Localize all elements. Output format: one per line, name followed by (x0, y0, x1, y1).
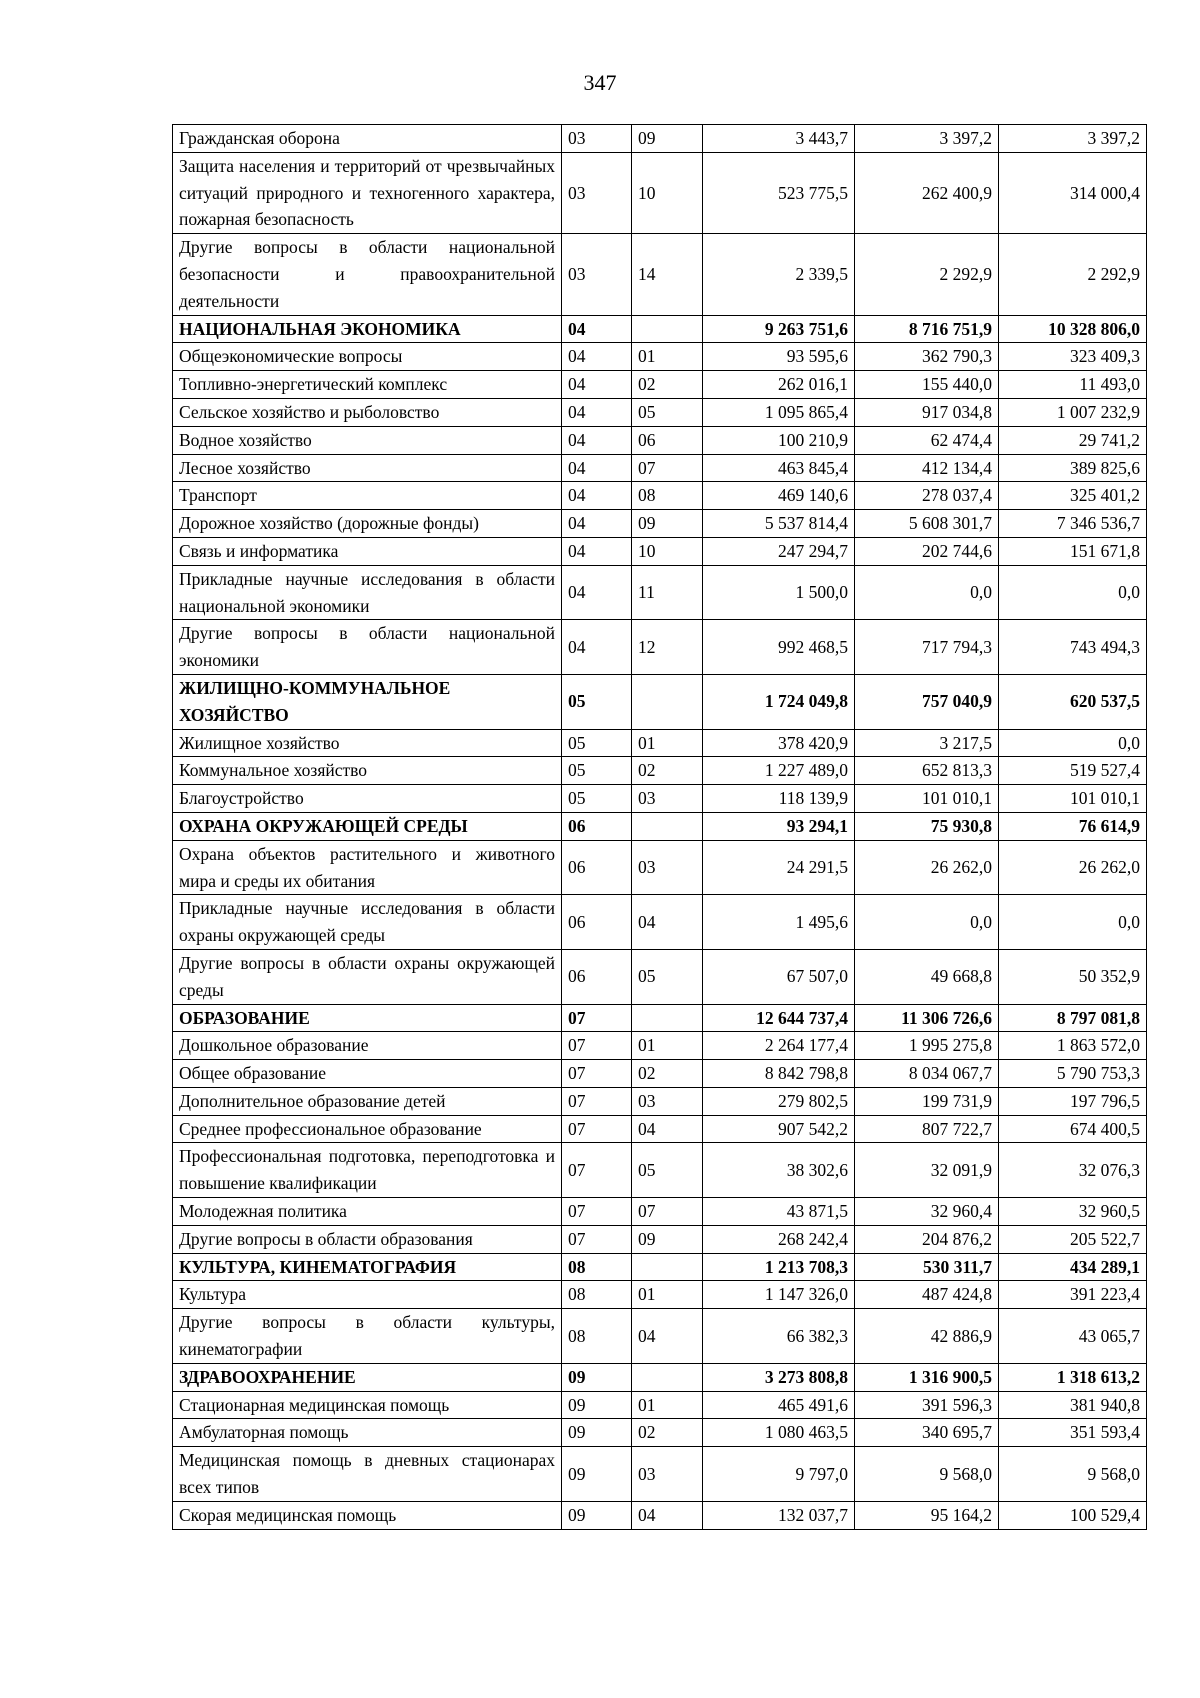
row-name: ОБРАЗОВАНИЕ (173, 1004, 562, 1032)
row-value-3: 5 790 753,3 (999, 1060, 1147, 1088)
row-subsection-code: 02 (632, 1419, 703, 1447)
row-subsection-code (632, 674, 703, 729)
row-subsection-code: 04 (632, 895, 703, 950)
table-row (173, 398, 1147, 426)
row-value-1: 100 210,9 (703, 426, 855, 454)
row-section-code: 07 (562, 1004, 632, 1032)
row-value-3: 8 797 081,8 (999, 1004, 1147, 1032)
row-value-1: 378 420,9 (703, 729, 855, 757)
row-subsection-code: 04 (632, 1501, 703, 1529)
row-value-1: 463 845,4 (703, 454, 855, 482)
row-value-2: 49 668,8 (855, 949, 999, 1004)
row-name: Дополнительное образование детей (173, 1087, 562, 1115)
row-subsection-code: 01 (632, 1281, 703, 1309)
row-value-1: 3 443,7 (703, 125, 855, 153)
row-value-3: 1 318 613,2 (999, 1363, 1147, 1391)
row-value-1: 93 595,6 (703, 343, 855, 371)
budget-table-body (173, 125, 1147, 1530)
row-value-2: 262 400,9 (855, 152, 999, 233)
row-value-1: 247 294,7 (703, 537, 855, 565)
row-value-1: 118 139,9 (703, 785, 855, 813)
table-row (173, 785, 1147, 813)
row-name: Прикладные научные исследования в области национальной экономики (173, 565, 562, 620)
row-name: Другие вопросы в области образования (173, 1225, 562, 1253)
row-value-2: 340 695,7 (855, 1419, 999, 1447)
row-value-2: 1 995 275,8 (855, 1032, 999, 1060)
row-section-code: 07 (562, 1060, 632, 1088)
row-section-code: 06 (562, 840, 632, 895)
row-name: Другие вопросы в области культуры, кинематографии (173, 1309, 562, 1364)
table-row (173, 620, 1147, 675)
row-name: Стационарная медицинская помощь (173, 1391, 562, 1419)
row-value-2: 204 876,2 (855, 1225, 999, 1253)
row-value-1: 523 775,5 (703, 152, 855, 233)
table-row (173, 1143, 1147, 1198)
table-section-row (173, 1004, 1147, 1032)
row-name: Общее образование (173, 1060, 562, 1088)
row-section-code: 07 (562, 1032, 632, 1060)
row-value-2: 199 731,9 (855, 1087, 999, 1115)
row-name: Другие вопросы в области национальной безопасности и правоохранительной деятельности (173, 234, 562, 315)
row-name: Профессиональная подготовка, переподготовка и повышение квалификации (173, 1143, 562, 1198)
row-section-code: 05 (562, 785, 632, 813)
row-value-2: 9 568,0 (855, 1447, 999, 1502)
row-value-3: 151 671,8 (999, 537, 1147, 565)
row-subsection-code: 01 (632, 729, 703, 757)
row-value-3: 101 010,1 (999, 785, 1147, 813)
row-section-code: 09 (562, 1419, 632, 1447)
row-name: ЗДРАВООХРАНЕНИЕ (173, 1363, 562, 1391)
row-subsection-code: 04 (632, 1115, 703, 1143)
table-row (173, 1060, 1147, 1088)
row-subsection-code: 01 (632, 343, 703, 371)
row-section-code: 04 (562, 537, 632, 565)
row-value-1: 1 213 708,3 (703, 1253, 855, 1281)
row-value-3: 0,0 (999, 895, 1147, 950)
row-subsection-code: 02 (632, 757, 703, 785)
table-row (173, 510, 1147, 538)
row-value-2: 412 134,4 (855, 454, 999, 482)
table-row (173, 565, 1147, 620)
row-section-code: 04 (562, 510, 632, 538)
table-section-row (173, 1253, 1147, 1281)
row-value-2: 807 722,7 (855, 1115, 999, 1143)
row-section-code: 06 (562, 949, 632, 1004)
table-row (173, 482, 1147, 510)
row-subsection-code: 02 (632, 371, 703, 399)
row-section-code: 07 (562, 1143, 632, 1198)
row-value-3: 2 292,9 (999, 234, 1147, 315)
row-value-3: 519 527,4 (999, 757, 1147, 785)
row-name: Другие вопросы в области охраны окружающей среды (173, 949, 562, 1004)
row-value-3: 434 289,1 (999, 1253, 1147, 1281)
table-row (173, 949, 1147, 1004)
table-row (173, 1501, 1147, 1529)
row-subsection-code: 05 (632, 398, 703, 426)
row-value-2: 0,0 (855, 565, 999, 620)
row-value-2: 487 424,8 (855, 1281, 999, 1309)
row-value-3: 7 346 536,7 (999, 510, 1147, 538)
row-value-1: 2 264 177,4 (703, 1032, 855, 1060)
row-value-2: 530 311,7 (855, 1253, 999, 1281)
row-value-1: 1 495,6 (703, 895, 855, 950)
row-section-code: 03 (562, 152, 632, 233)
row-value-1: 93 294,1 (703, 812, 855, 840)
row-value-1: 279 802,5 (703, 1087, 855, 1115)
row-value-1: 12 644 737,4 (703, 1004, 855, 1032)
row-section-code: 07 (562, 1225, 632, 1253)
row-value-3: 100 529,4 (999, 1501, 1147, 1529)
row-value-1: 67 507,0 (703, 949, 855, 1004)
row-subsection-code: 03 (632, 1447, 703, 1502)
row-name: Другие вопросы в области национальной экономики (173, 620, 562, 675)
row-name: Молодежная политика (173, 1198, 562, 1226)
table-section-row (173, 674, 1147, 729)
row-subsection-code (632, 1363, 703, 1391)
table-row (173, 371, 1147, 399)
row-subsection-code: 12 (632, 620, 703, 675)
row-section-code: 06 (562, 812, 632, 840)
row-value-3: 9 568,0 (999, 1447, 1147, 1502)
row-name: ОХРАНА ОКРУЖАЮЩЕЙ СРЕДЫ (173, 812, 562, 840)
row-name: Амбулаторная помощь (173, 1419, 562, 1447)
row-value-1: 465 491,6 (703, 1391, 855, 1419)
table-row (173, 1419, 1147, 1447)
row-name: Дорожное хозяйство (дорожные фонды) (173, 510, 562, 538)
row-value-2: 8 034 067,7 (855, 1060, 999, 1088)
row-subsection-code: 04 (632, 1309, 703, 1364)
row-value-1: 132 037,7 (703, 1501, 855, 1529)
row-value-3: 1 863 572,0 (999, 1032, 1147, 1060)
row-value-2: 75 930,8 (855, 812, 999, 840)
table-row (173, 1198, 1147, 1226)
row-section-code: 04 (562, 371, 632, 399)
row-value-3: 29 741,2 (999, 426, 1147, 454)
table-row (173, 840, 1147, 895)
row-subsection-code: 05 (632, 949, 703, 1004)
row-subsection-code: 10 (632, 537, 703, 565)
row-value-2: 101 010,1 (855, 785, 999, 813)
row-value-2: 8 716 751,9 (855, 315, 999, 343)
row-subsection-code: 09 (632, 1225, 703, 1253)
table-row (173, 1032, 1147, 1060)
row-subsection-code: 11 (632, 565, 703, 620)
table-row (173, 1087, 1147, 1115)
row-section-code: 05 (562, 757, 632, 785)
row-section-code: 04 (562, 620, 632, 675)
row-value-3: 351 593,4 (999, 1419, 1147, 1447)
row-name: Благоустройство (173, 785, 562, 813)
row-value-1: 1 147 326,0 (703, 1281, 855, 1309)
row-name: Охрана объектов растительного и животного мира и среды их обитания (173, 840, 562, 895)
table-section-row (173, 1363, 1147, 1391)
row-value-1: 9 797,0 (703, 1447, 855, 1502)
row-value-2: 917 034,8 (855, 398, 999, 426)
row-subsection-code: 09 (632, 125, 703, 153)
row-subsection-code: 10 (632, 152, 703, 233)
table-row (173, 234, 1147, 315)
row-subsection-code: 03 (632, 785, 703, 813)
row-subsection-code (632, 1004, 703, 1032)
row-name: Прикладные научные исследования в области охраны окружающей среды (173, 895, 562, 950)
table-row (173, 537, 1147, 565)
table-row (173, 152, 1147, 233)
row-subsection-code: 03 (632, 840, 703, 895)
row-name: КУЛЬТУРА, КИНЕМАТОГРАФИЯ (173, 1253, 562, 1281)
table-row (173, 426, 1147, 454)
row-section-code: 04 (562, 398, 632, 426)
row-name: Гражданская оборона (173, 125, 562, 153)
table-row (173, 895, 1147, 950)
row-value-1: 1 227 489,0 (703, 757, 855, 785)
page-number: 347 (583, 70, 617, 95)
row-section-code: 04 (562, 565, 632, 620)
table-row (173, 1391, 1147, 1419)
row-section-code: 09 (562, 1391, 632, 1419)
row-name: Медицинская помощь в дневных стационарах всех типов (173, 1447, 562, 1502)
row-value-3: 32 076,3 (999, 1143, 1147, 1198)
row-value-3: 323 409,3 (999, 343, 1147, 371)
row-value-2: 202 744,6 (855, 537, 999, 565)
row-subsection-code: 03 (632, 1087, 703, 1115)
row-value-1: 1 724 049,8 (703, 674, 855, 729)
row-name: Лесное хозяйство (173, 454, 562, 482)
row-name: Среднее профессиональное образование (173, 1115, 562, 1143)
row-value-1: 1 500,0 (703, 565, 855, 620)
row-value-1: 262 016,1 (703, 371, 855, 399)
row-value-2: 5 608 301,7 (855, 510, 999, 538)
row-value-1: 24 291,5 (703, 840, 855, 895)
row-value-2: 278 037,4 (855, 482, 999, 510)
row-value-3: 32 960,5 (999, 1198, 1147, 1226)
row-value-3: 11 493,0 (999, 371, 1147, 399)
row-value-2: 717 794,3 (855, 620, 999, 675)
row-section-code: 04 (562, 454, 632, 482)
row-value-1: 8 842 798,8 (703, 1060, 855, 1088)
row-subsection-code: 01 (632, 1391, 703, 1419)
table-row (173, 1115, 1147, 1143)
row-name: Коммунальное хозяйство (173, 757, 562, 785)
table-row (173, 1225, 1147, 1253)
row-value-2: 62 474,4 (855, 426, 999, 454)
table-row (173, 343, 1147, 371)
row-value-2: 42 886,9 (855, 1309, 999, 1364)
row-name: ЖИЛИЩНО-КОММУНАЛЬНОЕ ХОЗЯЙСТВО (173, 674, 562, 729)
table-row (173, 757, 1147, 785)
row-value-1: 2 339,5 (703, 234, 855, 315)
row-section-code: 08 (562, 1309, 632, 1364)
row-subsection-code: 01 (632, 1032, 703, 1060)
row-value-3: 0,0 (999, 729, 1147, 757)
row-value-2: 32 091,9 (855, 1143, 999, 1198)
row-value-3: 325 401,2 (999, 482, 1147, 510)
table-section-row (173, 812, 1147, 840)
row-subsection-code (632, 812, 703, 840)
row-value-3: 0,0 (999, 565, 1147, 620)
row-value-2: 757 040,9 (855, 674, 999, 729)
row-value-1: 38 302,6 (703, 1143, 855, 1198)
table-row (173, 729, 1147, 757)
row-value-3: 674 400,5 (999, 1115, 1147, 1143)
row-section-code: 07 (562, 1087, 632, 1115)
table-row (173, 1309, 1147, 1364)
row-subsection-code: 06 (632, 426, 703, 454)
row-value-1: 66 382,3 (703, 1309, 855, 1364)
row-section-code: 09 (562, 1501, 632, 1529)
row-value-2: 3 397,2 (855, 125, 999, 153)
table-section-row (173, 315, 1147, 343)
row-value-3: 381 940,8 (999, 1391, 1147, 1419)
row-name: Топливно-энергетический комплекс (173, 371, 562, 399)
row-section-code: 09 (562, 1363, 632, 1391)
row-name: Водное хозяйство (173, 426, 562, 454)
row-section-code: 04 (562, 315, 632, 343)
row-value-1: 9 263 751,6 (703, 315, 855, 343)
row-section-code: 07 (562, 1198, 632, 1226)
row-section-code: 04 (562, 482, 632, 510)
row-value-2: 1 316 900,5 (855, 1363, 999, 1391)
table-row (173, 1281, 1147, 1309)
row-subsection-code: 08 (632, 482, 703, 510)
row-value-3: 743 494,3 (999, 620, 1147, 675)
row-value-3: 43 065,7 (999, 1309, 1147, 1364)
row-value-1: 992 468,5 (703, 620, 855, 675)
row-value-3: 50 352,9 (999, 949, 1147, 1004)
row-value-1: 3 273 808,8 (703, 1363, 855, 1391)
row-name: Связь и информатика (173, 537, 562, 565)
row-value-3: 205 522,7 (999, 1225, 1147, 1253)
row-value-2: 95 164,2 (855, 1501, 999, 1529)
row-name: Сельское хозяйство и рыболовство (173, 398, 562, 426)
row-subsection-code (632, 1253, 703, 1281)
row-section-code: 06 (562, 895, 632, 950)
row-subsection-code: 09 (632, 510, 703, 538)
row-section-code: 07 (562, 1115, 632, 1143)
row-value-2: 362 790,3 (855, 343, 999, 371)
row-value-2: 26 262,0 (855, 840, 999, 895)
row-value-3: 391 223,4 (999, 1281, 1147, 1309)
row-subsection-code: 07 (632, 1198, 703, 1226)
row-value-3: 314 000,4 (999, 152, 1147, 233)
table-row (173, 454, 1147, 482)
row-value-1: 907 542,2 (703, 1115, 855, 1143)
row-value-2: 391 596,3 (855, 1391, 999, 1419)
row-value-1: 1 095 865,4 (703, 398, 855, 426)
row-section-code: 04 (562, 426, 632, 454)
row-value-3: 620 537,5 (999, 674, 1147, 729)
row-value-3: 10 328 806,0 (999, 315, 1147, 343)
row-value-2: 11 306 726,6 (855, 1004, 999, 1032)
row-subsection-code: 02 (632, 1060, 703, 1088)
row-section-code: 03 (562, 125, 632, 153)
row-name: Дошкольное образование (173, 1032, 562, 1060)
row-value-2: 3 217,5 (855, 729, 999, 757)
row-section-code: 05 (562, 674, 632, 729)
row-value-1: 43 871,5 (703, 1198, 855, 1226)
table-row (173, 1447, 1147, 1502)
row-value-3: 76 614,9 (999, 812, 1147, 840)
row-value-3: 197 796,5 (999, 1087, 1147, 1115)
row-value-1: 5 537 814,4 (703, 510, 855, 538)
row-name: Общеэкономические вопросы (173, 343, 562, 371)
row-name: НАЦИОНАЛЬНАЯ ЭКОНОМИКА (173, 315, 562, 343)
row-section-code: 09 (562, 1447, 632, 1502)
row-value-1: 469 140,6 (703, 482, 855, 510)
row-value-1: 268 242,4 (703, 1225, 855, 1253)
row-value-3: 26 262,0 (999, 840, 1147, 895)
row-value-2: 32 960,4 (855, 1198, 999, 1226)
row-value-3: 3 397,2 (999, 125, 1147, 153)
row-name: Жилищное хозяйство (173, 729, 562, 757)
row-value-3: 1 007 232,9 (999, 398, 1147, 426)
row-value-3: 389 825,6 (999, 454, 1147, 482)
row-value-2: 155 440,0 (855, 371, 999, 399)
row-section-code: 08 (562, 1253, 632, 1281)
row-value-2: 652 813,3 (855, 757, 999, 785)
row-subsection-code (632, 315, 703, 343)
row-section-code: 05 (562, 729, 632, 757)
row-subsection-code: 14 (632, 234, 703, 315)
row-name: Транспорт (173, 482, 562, 510)
row-value-2: 2 292,9 (855, 234, 999, 315)
row-name: Скорая медицинская помощь (173, 1501, 562, 1529)
row-section-code: 08 (562, 1281, 632, 1309)
row-name: Культура (173, 1281, 562, 1309)
table-row (173, 125, 1147, 153)
row-name: Защита населения и территорий от чрезвычайных ситуаций природного и техногенного характера, пожарная безопасность (173, 152, 562, 233)
row-subsection-code: 07 (632, 454, 703, 482)
row-value-1: 1 080 463,5 (703, 1419, 855, 1447)
row-section-code: 03 (562, 234, 632, 315)
row-section-code: 04 (562, 343, 632, 371)
row-value-2: 0,0 (855, 895, 999, 950)
budget-table (172, 124, 1147, 1530)
row-subsection-code: 05 (632, 1143, 703, 1198)
